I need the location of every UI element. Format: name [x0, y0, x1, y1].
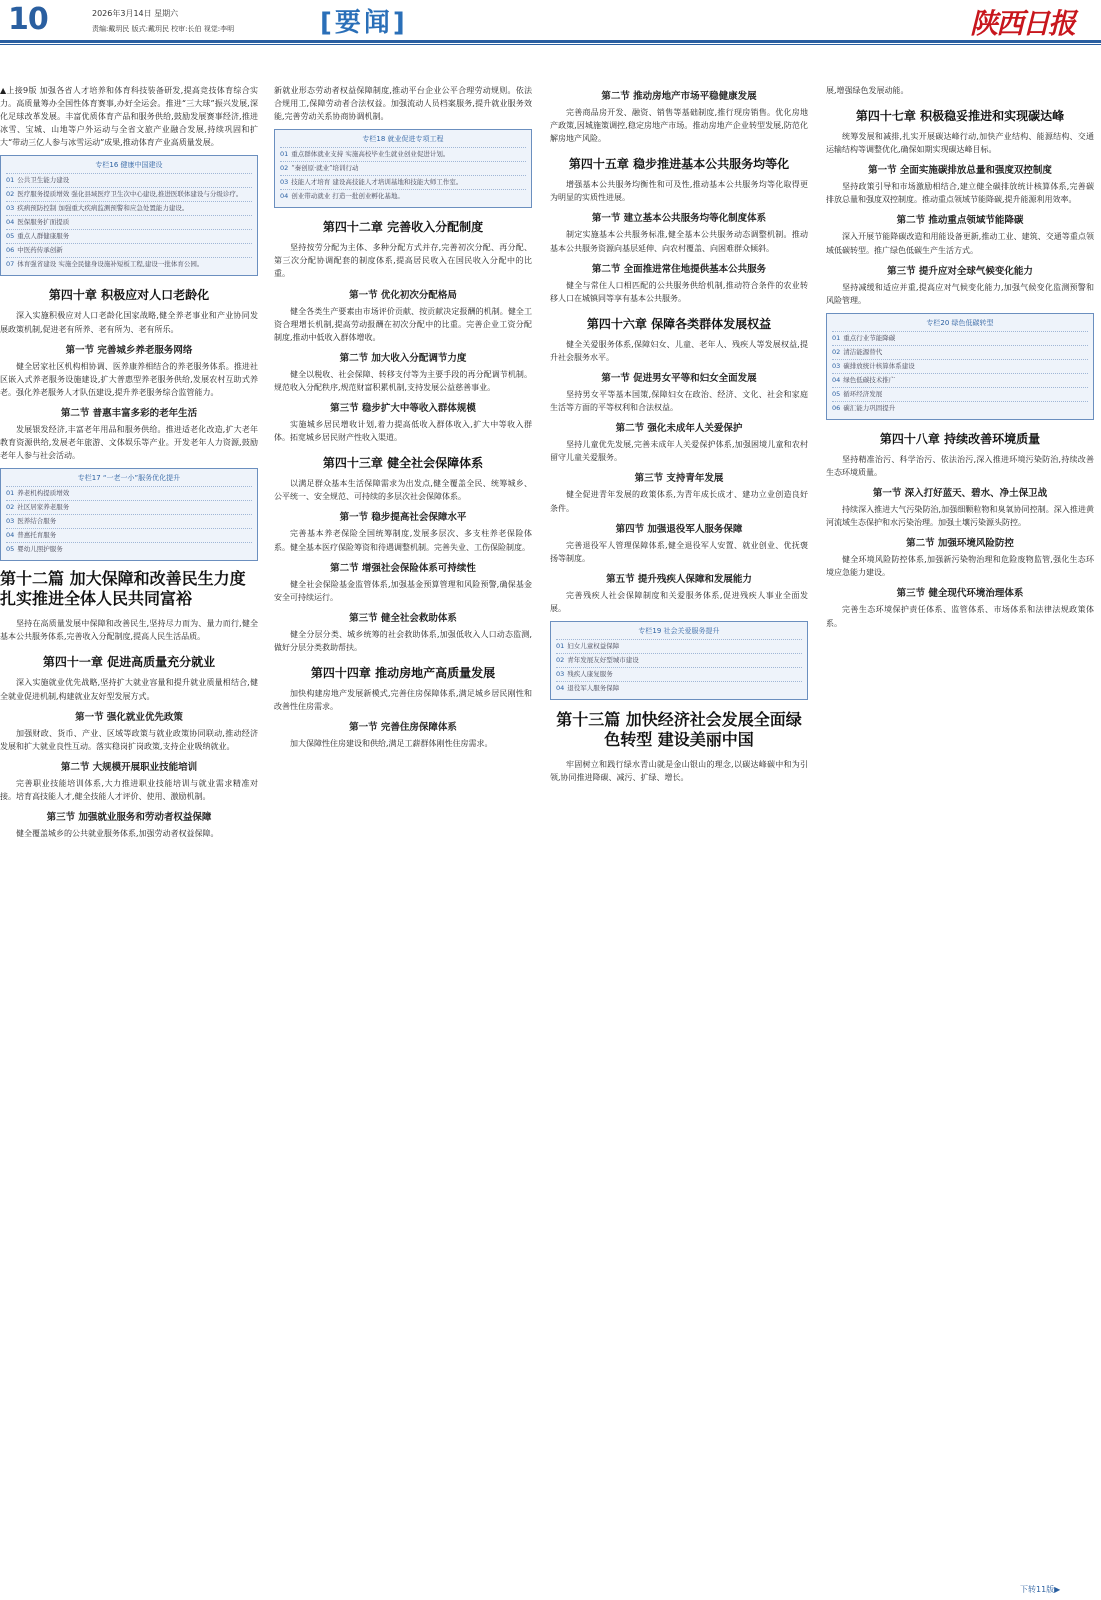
box-item: 01 重点行业节能降碳 [832, 331, 1088, 345]
column-2 [274, 84, 532, 1594]
chapter-41-intro: 深入实施就业优先战略,坚持扩大就业容量和提升就业质量相结合,健全就业促进机制,构建就业友好型发展方式。 [0, 678, 258, 701]
chapter-48-intro: 坚持精准治污、科学治污、依法治污,深入推进环境污染防治,持续改善生态环境质量。 [826, 454, 1094, 477]
chapter-46-title: 第四十六章 保障各类群体发展权益 [586, 316, 772, 331]
ch48-section-3-text: 完善生态环境保护责任体系、监管体系、市场体系和法律法规政策体系。 [826, 605, 1094, 628]
masthead [0, 0, 1101, 40]
column-3 [550, 84, 808, 1594]
chapter-47-intro: 统筹发展和减排,扎实开展碳达峰行动,加快产业结构、能源结构、交通运输结构等调整优化,确保如期实现碳达峰目标。 [826, 132, 1094, 155]
section-title: [要闻] [320, 8, 408, 38]
ch41-section-2-title: 第二节 大规模开展职业技能培训 [60, 761, 198, 773]
lead-paragraph: ▲上接9版 加强各省人才培养和体育科技装备研发,提高竞技体育综合实力。高质量筹办全国性体育赛事,办好全运会。推进“三大球”振兴发展,深化足球改革发展。丰富优质体育产品和服务供给,鼓励发展赛事经济,推进冰雪、宝城、山地等户外运动与全省文旅产业融合发展,持续巩固和扩大“带动三亿人参与冰雪运动”成果,推动体育产业高质量发展。 [0, 86, 258, 148]
ch44-section-1-title: 第一节 完善住房保障体系 [349, 722, 457, 734]
box-item: 01 养老机构提质增效 [6, 486, 252, 500]
ch42-section-3-title: 第三节 稳步扩大中等收入群体规模 [330, 403, 476, 415]
chapter-40-intro: 深入实施积极应对人口老龄化国家战略,健全养老事业和产业协同发展政策机制,促进老有所养、老有所为、老有所乐。 [0, 311, 258, 334]
chapter-41-title: 第四十一章 促进高质量充分就业 [42, 655, 216, 670]
header-rule-thin [0, 44, 1101, 45]
box-item: 05 重点人群健康服务 [6, 229, 252, 243]
ch40-section-1-title: 第一节 完善城乡养老服务网络 [65, 344, 193, 356]
ch43-section-2-title: 第二节 增强社会保险体系可持续性 [330, 562, 476, 574]
sidebar-box-16 [0, 155, 258, 276]
sidebar-box-18 [274, 129, 532, 208]
chapter-44-title: 第四十四章 推动房地产高质量发展 [310, 665, 496, 680]
ch43-section-1-title: 第一节 稳步提高社会保障水平 [339, 512, 467, 524]
header-rule [0, 40, 1101, 43]
ch45-section-2-text: 健全与常住人口相匹配的公共服务供给机制,推动符合条件的农业转移人口在城镇同等享有基本公共服务。 [550, 280, 808, 303]
chapter-46-intro: 健全关爱服务体系,保障妇女、儿童、老年人、残疾人等发展权益,提升社会服务水平。 [550, 339, 808, 362]
ch46-section-5-text: 完善残疾人社会保障制度和关爱服务体系,促进残疾人事业全面发展。 [550, 590, 808, 613]
box-item: 06 中医药传承创新 [6, 243, 252, 257]
box-item: 05 循环经济发展 [832, 387, 1088, 401]
part-13-intro: 牢固树立和践行绿水青山就是金山银山的理念,以碳达峰碳中和为引领,协同推进降碳、减污、扩绿、增长。 [550, 759, 808, 783]
box-item: 03 残疾人康复服务 [556, 667, 802, 681]
sidebar-box-17 [0, 468, 258, 561]
col2-top-paragraph: 新就业形态劳动者权益保障制度,推动平台企业公平合理劳动规则。依法合规用工,保障劳动者合法权益。加强流动人员档案服务,提升就业服务效能,完善劳动关系协商协调机制。 [274, 86, 532, 122]
box-item: 04 创业带动就业 打造一批创业孵化基地。 [280, 189, 526, 203]
ch45-section-1-title: 第一节 建立基本公共服务均等化制度体系 [591, 213, 767, 225]
ch41-section-2-text: 完善职业技能培训体系,大力推进职业技能培训与就业需求精准对接。培育高技能人才,健全技能人才评价、使用、激励机制。 [0, 778, 258, 801]
ch42-section-2-text: 健全以税收、社会保障、转移支付等为主要手段的再分配调节机制。规范收入分配秩序,规范财富积累机制,支持发展公益慈善事业。 [274, 369, 532, 392]
box-item: 02 青年发展友好型城市建设 [556, 653, 802, 667]
ch43-section-3-text: 健全分层分类、城乡统筹的社会救助体系,加强低收入人口动态监测,做好分层分类救助帮扶。 [274, 629, 532, 652]
box-item: 02 清洁能源替代 [832, 345, 1088, 359]
continued-on-page-11[interactable]: 下转11版▶ [1020, 1585, 1061, 1594]
box-title: 专栏16 健康中国建设 [95, 161, 163, 170]
ch41-section-3-text: 健全覆盖城乡的公共就业服务体系,加强劳动者权益保障。 [16, 828, 219, 838]
ch43-section-2-text: 健全社会保险基金监管体系,加强基金预算管理和风险预警,确保基金安全可持续运行。 [274, 579, 532, 602]
box-item: 03 碳排放统计核算体系建设 [832, 359, 1088, 373]
box-item: 01 妇女儿童权益保障 [556, 639, 802, 653]
chapter-48-title: 第四十八章 持续改善环境质量 [879, 431, 1041, 446]
ch40-section-2-title: 第二节 普惠丰富多彩的老年生活 [60, 407, 198, 419]
chapter-47-title: 第四十七章 积极稳妥推进和实现碳达峰 [855, 109, 1065, 124]
part-12-intro: 坚持在高质量发展中保障和改善民生,坚持尽力而为、量力而行,健全基本公共服务体系,完善收入分配制度,提高人民生活品质。 [0, 619, 258, 642]
part-12-title: 第十二篇 加大保障和改善民生力度 扎实推进全体人民共同富裕 [0, 569, 246, 609]
box-title: 专栏19 社会关爱服务提升 [638, 626, 720, 635]
ch46-section-3-text: 健全促进青年发展的政策体系,为青年成长成才、建功立业创造良好条件。 [550, 490, 808, 513]
ch48-section-2-text: 健全环境风险防控体系,加强新污染物治理和危险废物监管,强化生态环境应急能力建设。 [826, 555, 1094, 578]
ch46-section-1-text: 坚持男女平等基本国策,保障妇女在政治、经济、文化、社会和家庭生活等方面的平等权利和合法权益。 [550, 390, 808, 413]
ch46-section-3-title: 第三节 支持青年发展 [634, 473, 724, 485]
box-item: 02 社区居家养老服务 [6, 500, 252, 514]
box-item: 04 退役军人服务保障 [556, 681, 802, 695]
ch41-section-1-text: 加强财政、货币、产业、区域等政策与就业政策协同联动,推动经济发展和扩大就业良性互动。落实稳岗扩岗政策,支持企业吸纳就业。 [0, 728, 258, 751]
ch42-section-3-text: 实施城乡居民增收计划,着力提高低收入群体收入,扩大中等收入群体。拓宽城乡居民财产性收入渠道。 [274, 420, 532, 443]
box-item: 04 医保服务扩面提质 [6, 215, 252, 229]
box-item: 03 疾病预防控制 加强重大疾病监测预警和应急处置能力建设。 [6, 201, 252, 215]
box-item: 04 普惠托育服务 [6, 528, 252, 542]
ch47-section-1-text: 坚持政策引导和市场激励相结合,建立健全碳排放统计核算体系,完善碳排放总量和强度双控制度。推动重点领域节能降碳,提升能源利用效率。 [826, 182, 1094, 205]
editor-line: 责编:戴玥民 版式:戴玥民 校审:长伯 视觉:李明 [92, 25, 235, 33]
chapter-45-title: 第四十五章 稳步推进基本公共服务均等化 [568, 157, 790, 172]
ch44-section-2-title: 第二节 推动房地产市场平稳健康发展 [601, 91, 757, 102]
ch47-section-2-title: 第二节 推动重点领域节能降碳 [896, 215, 1024, 227]
ch45-section-2-title: 第二节 全面推进常住地提供基本公共服务 [591, 263, 767, 275]
date-line: 2026年3月14日 星期六 [92, 9, 179, 18]
ch46-section-2-text: 坚持儿童优先发展,完善未成年人关爱保护体系,加强困境儿童和农村留守儿童关爱服务。 [550, 440, 808, 463]
chapter-42-intro: 坚持按劳分配为主体、多种分配方式并存,完善初次分配、再分配、第三次分配协调配套的制度体系,提高居民收入在国民收入分配中的比重。 [274, 243, 532, 279]
ch43-section-3-title: 第三节 健全社会救助体系 [349, 612, 457, 624]
ch46-section-4-title: 第四节 加强退役军人服务保障 [615, 523, 743, 535]
ch45-section-1-text: 制定实施基本公共服务标准,健全基本公共服务动态调整机制。推动基本公共服务资源向基层延伸、向农村覆盖、向困难群众倾斜。 [550, 230, 808, 253]
ch48-section-3-title: 第三节 健全现代环境治理体系 [896, 588, 1024, 600]
ch48-section-2-title: 第二节 加强环境风险防控 [906, 538, 1014, 550]
ch47-section-1-title: 第一节 全面实施碳排放总量和强度双控制度 [868, 165, 1052, 177]
ch47-section-3-title: 第三节 提升应对全球气候变化能力 [887, 265, 1033, 277]
column-4 [826, 84, 1094, 1594]
chapter-44-intro: 加快构建房地产发展新模式,完善住房保障体系,满足城乡居民刚性和改善性住房需求。 [274, 688, 532, 712]
newspaper-logo: 陕西日报 [970, 7, 1075, 40]
box-title: 专栏20 绿色低碳转型 [926, 318, 994, 327]
ch40-section-1-text: 健全居家社区机构相协调、医养康养相结合的养老服务体系。推进社区嵌入式养老服务设施建设,扩大普惠型养老服务供给,发展农村互助式养老。强化养老服务人才队伍建设,提升养老服务综合监管能力。 [0, 361, 258, 397]
ch43-section-1-text: 完善基本养老保险全国统筹制度,发展多层次、多支柱养老保险体系。健全基本医疗保险筹资和待遇调整机制。完善失业、工伤保险制度。 [274, 529, 532, 552]
chapter-43-intro: 以满足群众基本生活保障需求为出发点,健全覆盖全民、统筹城乡、公平统一、安全规范、可持续的多层次社会保障体系。 [274, 479, 532, 502]
box-item: 06 碳汇能力巩固提升 [832, 401, 1088, 415]
box-item: 05 婴幼儿照护服务 [6, 542, 252, 556]
box-item: 07 体育强省建设 实施全民健身设施补短板工程,建设一批体育公园。 [6, 257, 252, 271]
box-item: 01 公共卫生能力建设 [6, 173, 252, 187]
ch41-section-3-title: 第三节 加强就业服务和劳动者权益保障 [46, 811, 212, 823]
sidebar-box-20 [826, 313, 1094, 420]
col4-top-paragraph: 展,增强绿色发展动能。 [826, 86, 909, 95]
ch42-section-1-title: 第一节 优化初次分配格局 [349, 289, 457, 301]
box-item: 03 技能人才培育 建设高技能人才培训基地和技能大师工作室。 [280, 175, 526, 189]
ch46-section-2-title: 第二节 强化未成年人关爱保护 [615, 423, 743, 435]
ch42-section-1-text: 健全各类生产要素由市场评价贡献、按贡献决定报酬的机制。健全工资合理增长机制,提高劳动报酬在初次分配中的比重。完善企业工资分配制度,推动中低收入群体增收。 [274, 306, 532, 342]
column-1 [0, 84, 258, 1594]
box-title: 专栏18 就业促进专项工程 [362, 135, 444, 144]
box-item: 03 医养结合服务 [6, 514, 252, 528]
chapter-42-title: 第四十二章 完善收入分配制度 [322, 220, 484, 235]
box-item: 04 绿色低碳技术推广 [832, 373, 1088, 387]
ch41-section-1-title: 第一节 强化就业优先政策 [75, 711, 183, 723]
ch48-section-1-text: 持续深入推进大气污染防治,加强细颗粒物和臭氧协同控制。深入推进黄河流域生态保护和水污染治理。加强土壤污染源头防控。 [826, 505, 1094, 528]
chapter-45-intro: 增强基本公共服务均衡性和可及性,推动基本公共服务均等化取得更为明显的实质性进展。 [550, 180, 808, 203]
ch44-section-1-text: 加大保障性住房建设和供给,满足工薪群体刚性住房需求。 [290, 739, 493, 749]
ch46-section-1-title: 第一节 促进男女平等和妇女全面发展 [601, 373, 757, 385]
ch47-section-2-text: 深入开展节能降碳改造和用能设备更新,推动工业、建筑、交通等重点领域低碳转型。推广绿色低碳生产生活方式。 [826, 232, 1094, 255]
ch46-section-4-text: 完善退役军人管理保障体系,健全退役军人安置、就业创业、优抚褒扬等制度。 [550, 540, 808, 563]
ch42-section-2-title: 第二节 加大收入分配调节力度 [339, 352, 467, 364]
box-item: 02 “秦创原·就业”培训行动 [280, 161, 526, 175]
ch44-section-2-text: 完善商品房开发、融资、销售等基础制度,推行现房销售。优化房地产政策,因城施策调控,稳定房地产市场。推动房地产企业转型发展,防范化解房地产风险。 [550, 108, 808, 144]
ch47-section-3-text: 坚持减缓和适应并重,提高应对气候变化能力,加强气候变化监测预警和风险管理。 [826, 282, 1094, 305]
page-number: 10 [8, 2, 48, 37]
part-13-title: 第十三篇 加快经济社会发展全面绿色转型 建设美丽中国 [556, 709, 802, 749]
chapter-40-title: 第四十章 积极应对人口老龄化 [48, 288, 210, 303]
sidebar-box-19 [550, 621, 808, 700]
box-title: 专栏17 “一老一小”服务优化提升 [77, 474, 181, 483]
chapter-43-title: 第四十三章 健全社会保障体系 [322, 456, 484, 471]
box-item: 02 医疗服务提质增效 强化县域医疗卫生次中心建设,推进医联体建设与分级诊疗。 [6, 187, 252, 201]
ch46-section-5-title: 第五节 提升残疾人保障和发展能力 [606, 573, 752, 585]
ch48-section-1-title: 第一节 深入打好蓝天、碧水、净土保卫战 [872, 488, 1048, 500]
box-item: 01 重点群体就业支持 实施高校毕业生就业创业促进计划。 [280, 147, 526, 161]
ch40-section-2-text: 发展银发经济,丰富老年用品和服务供给。推进适老化改造,扩大老年教育资源供给,发展老年旅游、文体娱乐等产业。开发老年人力资源,鼓励老年人参与社会活动。 [0, 424, 258, 461]
